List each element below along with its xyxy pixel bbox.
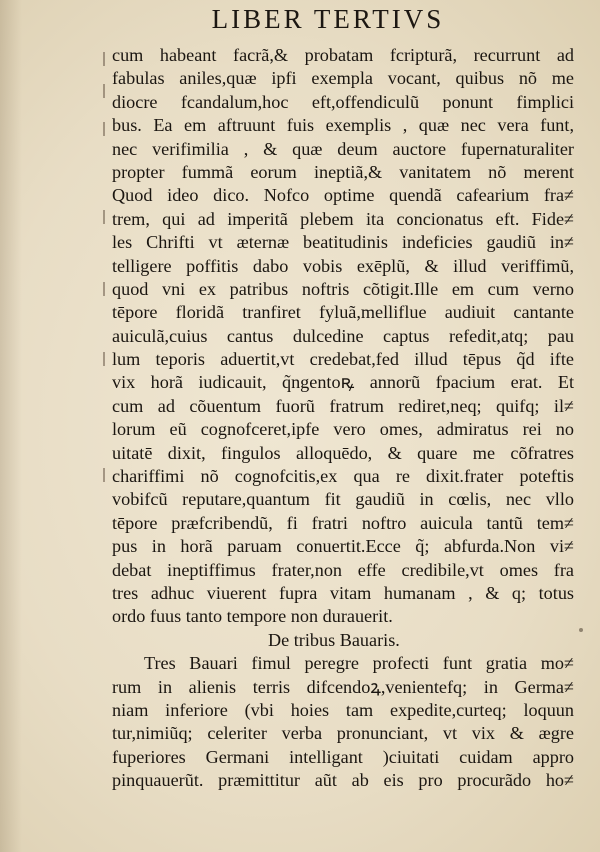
text-line: vobifcũ reputare,quantum fit gaudiũ in cœlis, nec vllo xyxy=(112,489,574,510)
ink-speck xyxy=(579,628,583,632)
text-line: fuperiores Germani intelligant )ciuitati cuidam appro xyxy=(112,746,574,767)
text-line: ordo fuus tanto tempore non durauerit. xyxy=(112,606,393,627)
running-head: LIBER TERTIVS xyxy=(211,4,445,34)
text-line: tēpore præfcribendũ, fi fratri noftro auicula tantũ tem≠ xyxy=(112,512,574,533)
margin-mark xyxy=(103,282,105,296)
text-line: chariffimi nõ cognofcitis,ex qua re dixit.frater poteftis xyxy=(112,466,574,487)
text-line: telligere poffitis dabo vobis exēplũ, & illud veriffimũ, xyxy=(112,255,574,276)
text-line: fabulas aniles,quæ ipfi exempla vocant, quibus nõ me xyxy=(112,68,574,89)
text-line: bus. Ea em aftruunt fuis exemplis , quæ nec vera funt, xyxy=(112,115,574,136)
text-line: niam inferiore (vbi hoies tam expedite,curteq; loquun xyxy=(112,699,574,720)
text-line: uitatē dixit, fingulos alloquēdo, & quare me cõfratres xyxy=(112,442,574,463)
text-line: les Chrifti vt æternæ beatitudinis indeficies gaudiũ in≠ xyxy=(112,232,574,253)
margin-mark xyxy=(103,352,105,366)
text-line: tēpore floridã tranfiret fyluã,melliflue audiuit cantante xyxy=(112,302,574,323)
text-line: cum ad cõuentum fuorũ fratrum rediret,neq; quifq; il≠ xyxy=(112,395,574,416)
text-line: nec verifimilia , & quæ deum auctore fupernaturaliter xyxy=(112,138,574,159)
text-line: cum habeant facrã,& probatam fcripturã, recurrunt ad xyxy=(112,45,574,65)
text-line: tres adhuc viuerent fupra vitam humanam , & q; totus xyxy=(112,582,574,603)
margin-mark xyxy=(103,468,105,482)
text-line: pinquauerũt. præmittitur aũt ab eis pro procurãdo ho≠ xyxy=(112,770,574,791)
margin-mark xyxy=(103,52,105,66)
text-line: pus in horã paruam conuertit.Ecce q̃; abfurda.Non vi≠ xyxy=(112,536,574,557)
text-line: auiculã,cuius cantus dulcedine captus refedit,atq; pau xyxy=(112,325,574,346)
gutter-shadow xyxy=(0,0,22,852)
text-line: tur,nimiũq; celeriter verba pronunciant, vt vix & ægre xyxy=(112,723,574,744)
margin-mark xyxy=(103,210,105,224)
text-line: propter fummã eorum ineptiã,& vanitatem nõ merent xyxy=(112,161,574,182)
text-line: Quod ideo dico. Nofco optime quendã cafearium fra≠ xyxy=(112,185,574,206)
text-line: quod vni ex patribus noftris cõtigit.Ille em cum verno xyxy=(112,278,574,299)
text-line: Tres Bauari fimul peregre profecti funt gratia mo≠ xyxy=(144,653,574,674)
text-line: diocre fcandalum,hoc eft,offendiculũ ponunt fimplici xyxy=(112,91,574,112)
section-heading: De tribus Bauaris. xyxy=(268,629,400,650)
text-block xyxy=(112,44,574,793)
margin-mark xyxy=(103,84,105,98)
text-line: rum in alienis terris difcendoꝝ,venientefq; in Germa≠ xyxy=(112,676,574,697)
margin-mark xyxy=(103,122,105,136)
text-line: lorum eũ cognofceret,ipfe vero omes, admiratus rei no xyxy=(112,419,574,440)
text-line: lum teporis aduertit,vt credebat,fed illud tēpus q̃d ifte xyxy=(112,349,574,370)
text-line: trem, qui ad imperitã plebem ita concionatus eft. Fide≠ xyxy=(112,208,574,229)
text-line: debat ineptiffimus frater,non effe credibile,vt omes fra xyxy=(112,559,574,580)
text-line: vix horã iudicauit, q̃ngentoꝶ annorũ fpacium erat. Et xyxy=(112,372,574,393)
